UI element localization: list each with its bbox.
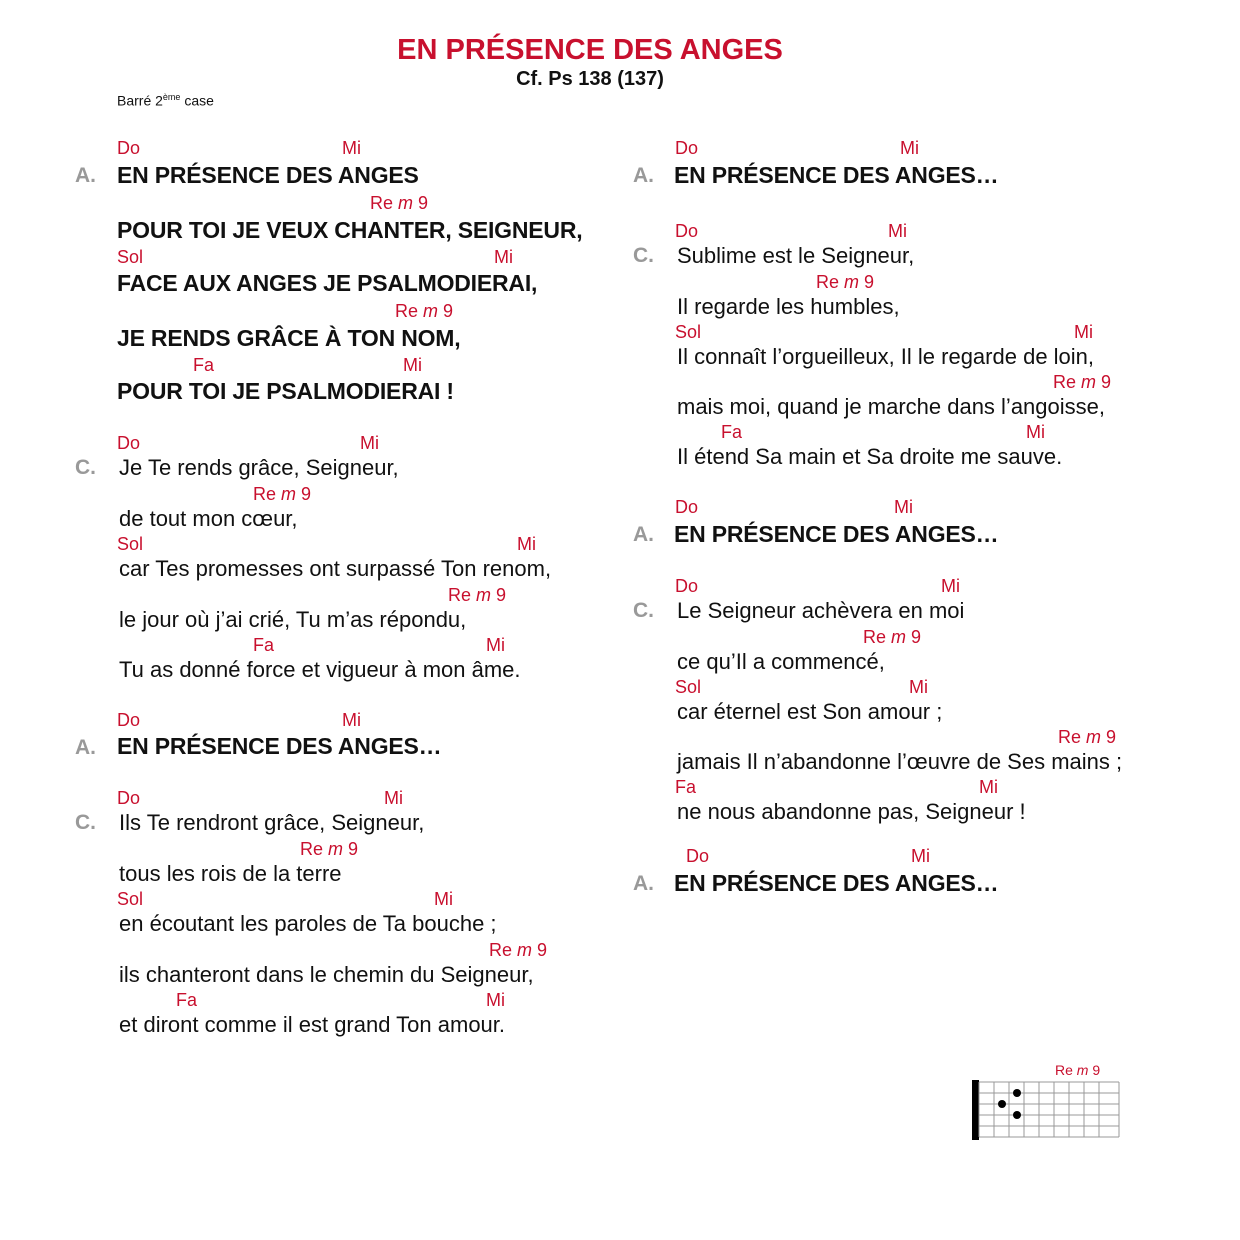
chord-mi: Mi	[909, 677, 928, 697]
chord-mi: Mi	[434, 889, 453, 909]
refrain-marker: A.	[633, 523, 654, 546]
verse-line: Je Te rends grâce, Seigneur,	[119, 455, 399, 480]
song-title: EN PRÉSENCE DES ANGES	[397, 34, 783, 66]
chord-fa: Fa	[721, 422, 743, 442]
verse-line: car Tes promesses ont surpassé Ton renom,	[119, 556, 552, 581]
chord-mi: Mi	[894, 497, 913, 517]
chord-rem9: Re m 9	[370, 193, 429, 213]
chord-mi: Mi	[384, 788, 403, 808]
chord-mi: Mi	[342, 138, 361, 158]
chord-mi: Mi	[900, 138, 919, 158]
verse-line: Il connaît l’orgueilleux, Il le regarde de loin,	[677, 344, 1095, 369]
diagram-nut	[972, 1080, 979, 1140]
chord-sol: Sol	[675, 677, 702, 697]
chord-mi: Mi	[1026, 422, 1045, 442]
chord-rem9: Re m 9	[1058, 727, 1117, 747]
chord-rem9: Re m 9	[253, 484, 312, 504]
chord-do: Do	[117, 433, 141, 453]
chord-diagram-rem9	[970, 1076, 1122, 1160]
verse-line: Ils Te rendront grâce, Seigneur,	[119, 810, 425, 835]
refrain-marker: A.	[633, 164, 654, 187]
chord-mi: Mi	[342, 710, 361, 730]
chord-mi: Mi	[941, 576, 960, 596]
refrain-line: EN PRÉSENCE DES ANGES…	[117, 733, 442, 759]
verse-marker: C.	[75, 811, 96, 834]
chord-do: Do	[675, 497, 699, 517]
verse-marker: C.	[633, 599, 654, 622]
refrain-line: EN PRÉSENCE DES ANGES…	[674, 162, 999, 188]
chord-sol: Sol	[117, 247, 144, 267]
capo-note: Barré 2ème case	[117, 92, 214, 109]
refrain-line: EN PRÉSENCE DES ANGES	[117, 162, 419, 188]
verse-line: Le Seigneur achèvera en moi	[677, 598, 965, 623]
chord-mi: Mi	[403, 355, 422, 375]
verse-marker: C.	[75, 456, 96, 479]
chord-sol: Sol	[117, 534, 144, 554]
chord-do: Do	[675, 576, 699, 596]
diagram-dot	[1013, 1089, 1021, 1097]
verse-marker: C.	[633, 244, 654, 267]
verse-line: tous les rois de la terre	[119, 861, 342, 886]
verse-line: Il étend Sa main et Sa droite me sauve.	[677, 444, 1063, 469]
chord-sol: Sol	[117, 889, 144, 909]
chord-rem9: Re m 9	[816, 272, 875, 292]
chord-mi: Mi	[911, 846, 930, 866]
chord-fa: Fa	[253, 635, 275, 655]
chord-mi: Mi	[486, 990, 505, 1010]
chord-mi: Mi	[979, 777, 998, 797]
refrain-marker: A.	[75, 736, 96, 759]
chord-do: Do	[675, 221, 699, 241]
chord-rem9: Re m 9	[489, 940, 548, 960]
chord-mi: Mi	[486, 635, 505, 655]
chord-fa: Fa	[675, 777, 697, 797]
verse-line: de tout mon cœur,	[119, 506, 298, 531]
verse-line: le jour où j’ai crié, Tu m’as répondu,	[119, 607, 467, 632]
verse-line: car éternel est Son amour ;	[677, 699, 943, 724]
chord-mi: Mi	[1074, 322, 1093, 342]
verse-line: et diront comme il est grand Ton amour.	[119, 1012, 506, 1037]
verse-line: ne nous abandonne pas, Seigneur !	[677, 799, 1026, 824]
chord-rem9: Re m 9	[300, 839, 359, 859]
refrain-line: FACE AUX ANGES JE PSALMODIERAI,	[117, 270, 538, 296]
refrain-line: EN PRÉSENCE DES ANGES…	[674, 870, 999, 896]
verse-line: mais moi, quand je marche dans l’angoisse,	[677, 394, 1106, 419]
chord-rem9: Re m 9	[1053, 372, 1112, 392]
verse-line: ils chanteront dans le chemin du Seigneur,	[119, 962, 534, 987]
diagram-dot	[998, 1100, 1006, 1108]
refrain-marker: A.	[633, 872, 654, 895]
refrain-line: JE RENDS GRÂCE À TON NOM,	[117, 325, 461, 351]
verse-line: Sublime est le Seigneur,	[677, 243, 915, 268]
chord-do: Do	[686, 846, 710, 866]
chord-mi: Mi	[888, 221, 907, 241]
verse-line: en écoutant les paroles de Ta bouche ;	[119, 911, 497, 936]
chord-sol: Sol	[675, 322, 702, 342]
chord-mi: Mi	[494, 247, 513, 267]
refrain-marker: A.	[75, 164, 96, 187]
chord-fa: Fa	[193, 355, 215, 375]
psalm-reference: Cf. Ps 138 (137)	[516, 68, 664, 90]
verse-line: Il regarde les humbles,	[677, 294, 900, 319]
chord-rem9: Re m 9	[395, 301, 454, 321]
chord-mi: Mi	[517, 534, 536, 554]
diagram-chord-label: Re m 9	[1055, 1062, 1101, 1078]
refrain-line: POUR TOI JE VEUX CHANTER, SEIGNEUR,	[117, 217, 583, 243]
verse-line: ce qu’Il a commencé,	[677, 649, 885, 674]
chord-fa: Fa	[176, 990, 198, 1010]
refrain-line: EN PRÉSENCE DES ANGES…	[674, 521, 999, 547]
refrain-line: POUR TOI JE PSALMODIERAI !	[117, 378, 454, 404]
chord-rem9: Re m 9	[863, 627, 922, 647]
chord-rem9: Re m 9	[448, 585, 507, 605]
chord-do: Do	[117, 138, 141, 158]
chord-do: Do	[675, 138, 699, 158]
chord-mi: Mi	[360, 433, 379, 453]
verse-line: jamais Il n’abandonne l’œuvre de Ses mains ;	[677, 749, 1123, 774]
chord-do: Do	[117, 710, 141, 730]
verse-line: Tu as donné force et vigueur à mon âme.	[119, 657, 521, 682]
chord-do: Do	[117, 788, 141, 808]
diagram-dot	[1013, 1111, 1021, 1119]
